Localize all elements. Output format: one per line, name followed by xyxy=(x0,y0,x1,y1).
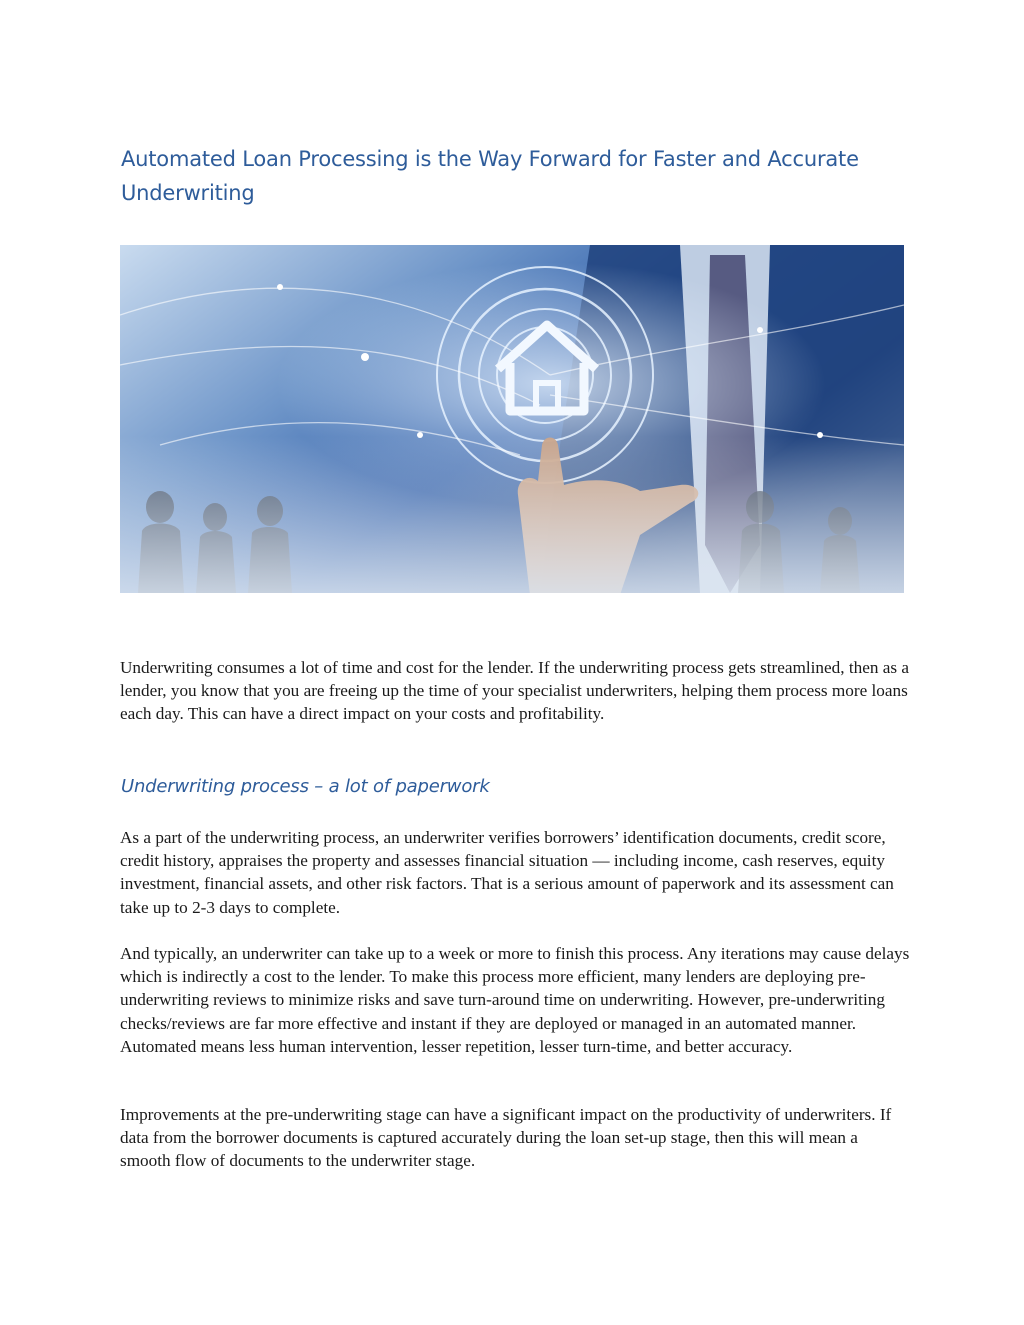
section-paragraph: Improvements at the pre-underwriting stage can have a significant impact on the productivity of underwriters. If data from the borrower documents is captured accurately during the loan set-up stage, then this will mean a smooth flow of documents to the underwriter stage. xyxy=(120,1105,892,1171)
section-heading: Underwriting process – a lot of paperwork xyxy=(121,776,490,797)
section-paragraph: And typically, an underwriter can take up to a week or more to finish this process. Any iterations may cause delays which is indirectly a cost to the lender. To make this process more efficient, many lenders are deploying pre-underwriting reviews to minimize risks and save turn-around time on underwriting. However, pre-underwriting checks/reviews are far more effective and instant if they are deployed or managed in an automated manner. Automated means less human intervention, lesser repetition, lesser turn-time, and better accuracy. xyxy=(120,944,910,1056)
intro-paragraph: Underwriting consumes a lot of time and cost for the lender. If the underwriting process gets streamlined, then as a lender, you know that you are freeing up the time of your specialist underwriters, helping them process more loans each day. This can have a direct impact on your costs and profitability. xyxy=(120,658,909,724)
hero-image xyxy=(120,245,904,593)
section-paragraph: As a part of the underwriting process, an underwriter verifies borrowers’ identification documents, credit score, credit history, appraises the property and assesses financial situation — including income, cash reserves, equity investment, financial assets, and other risk factors. That is a serious amount of paperwork and its assessment can take up to 2-3 days to complete. xyxy=(120,828,894,917)
document-title: Automated Loan Processing is the Way Forward for Faster and Accurate Underwriting xyxy=(121,147,859,205)
